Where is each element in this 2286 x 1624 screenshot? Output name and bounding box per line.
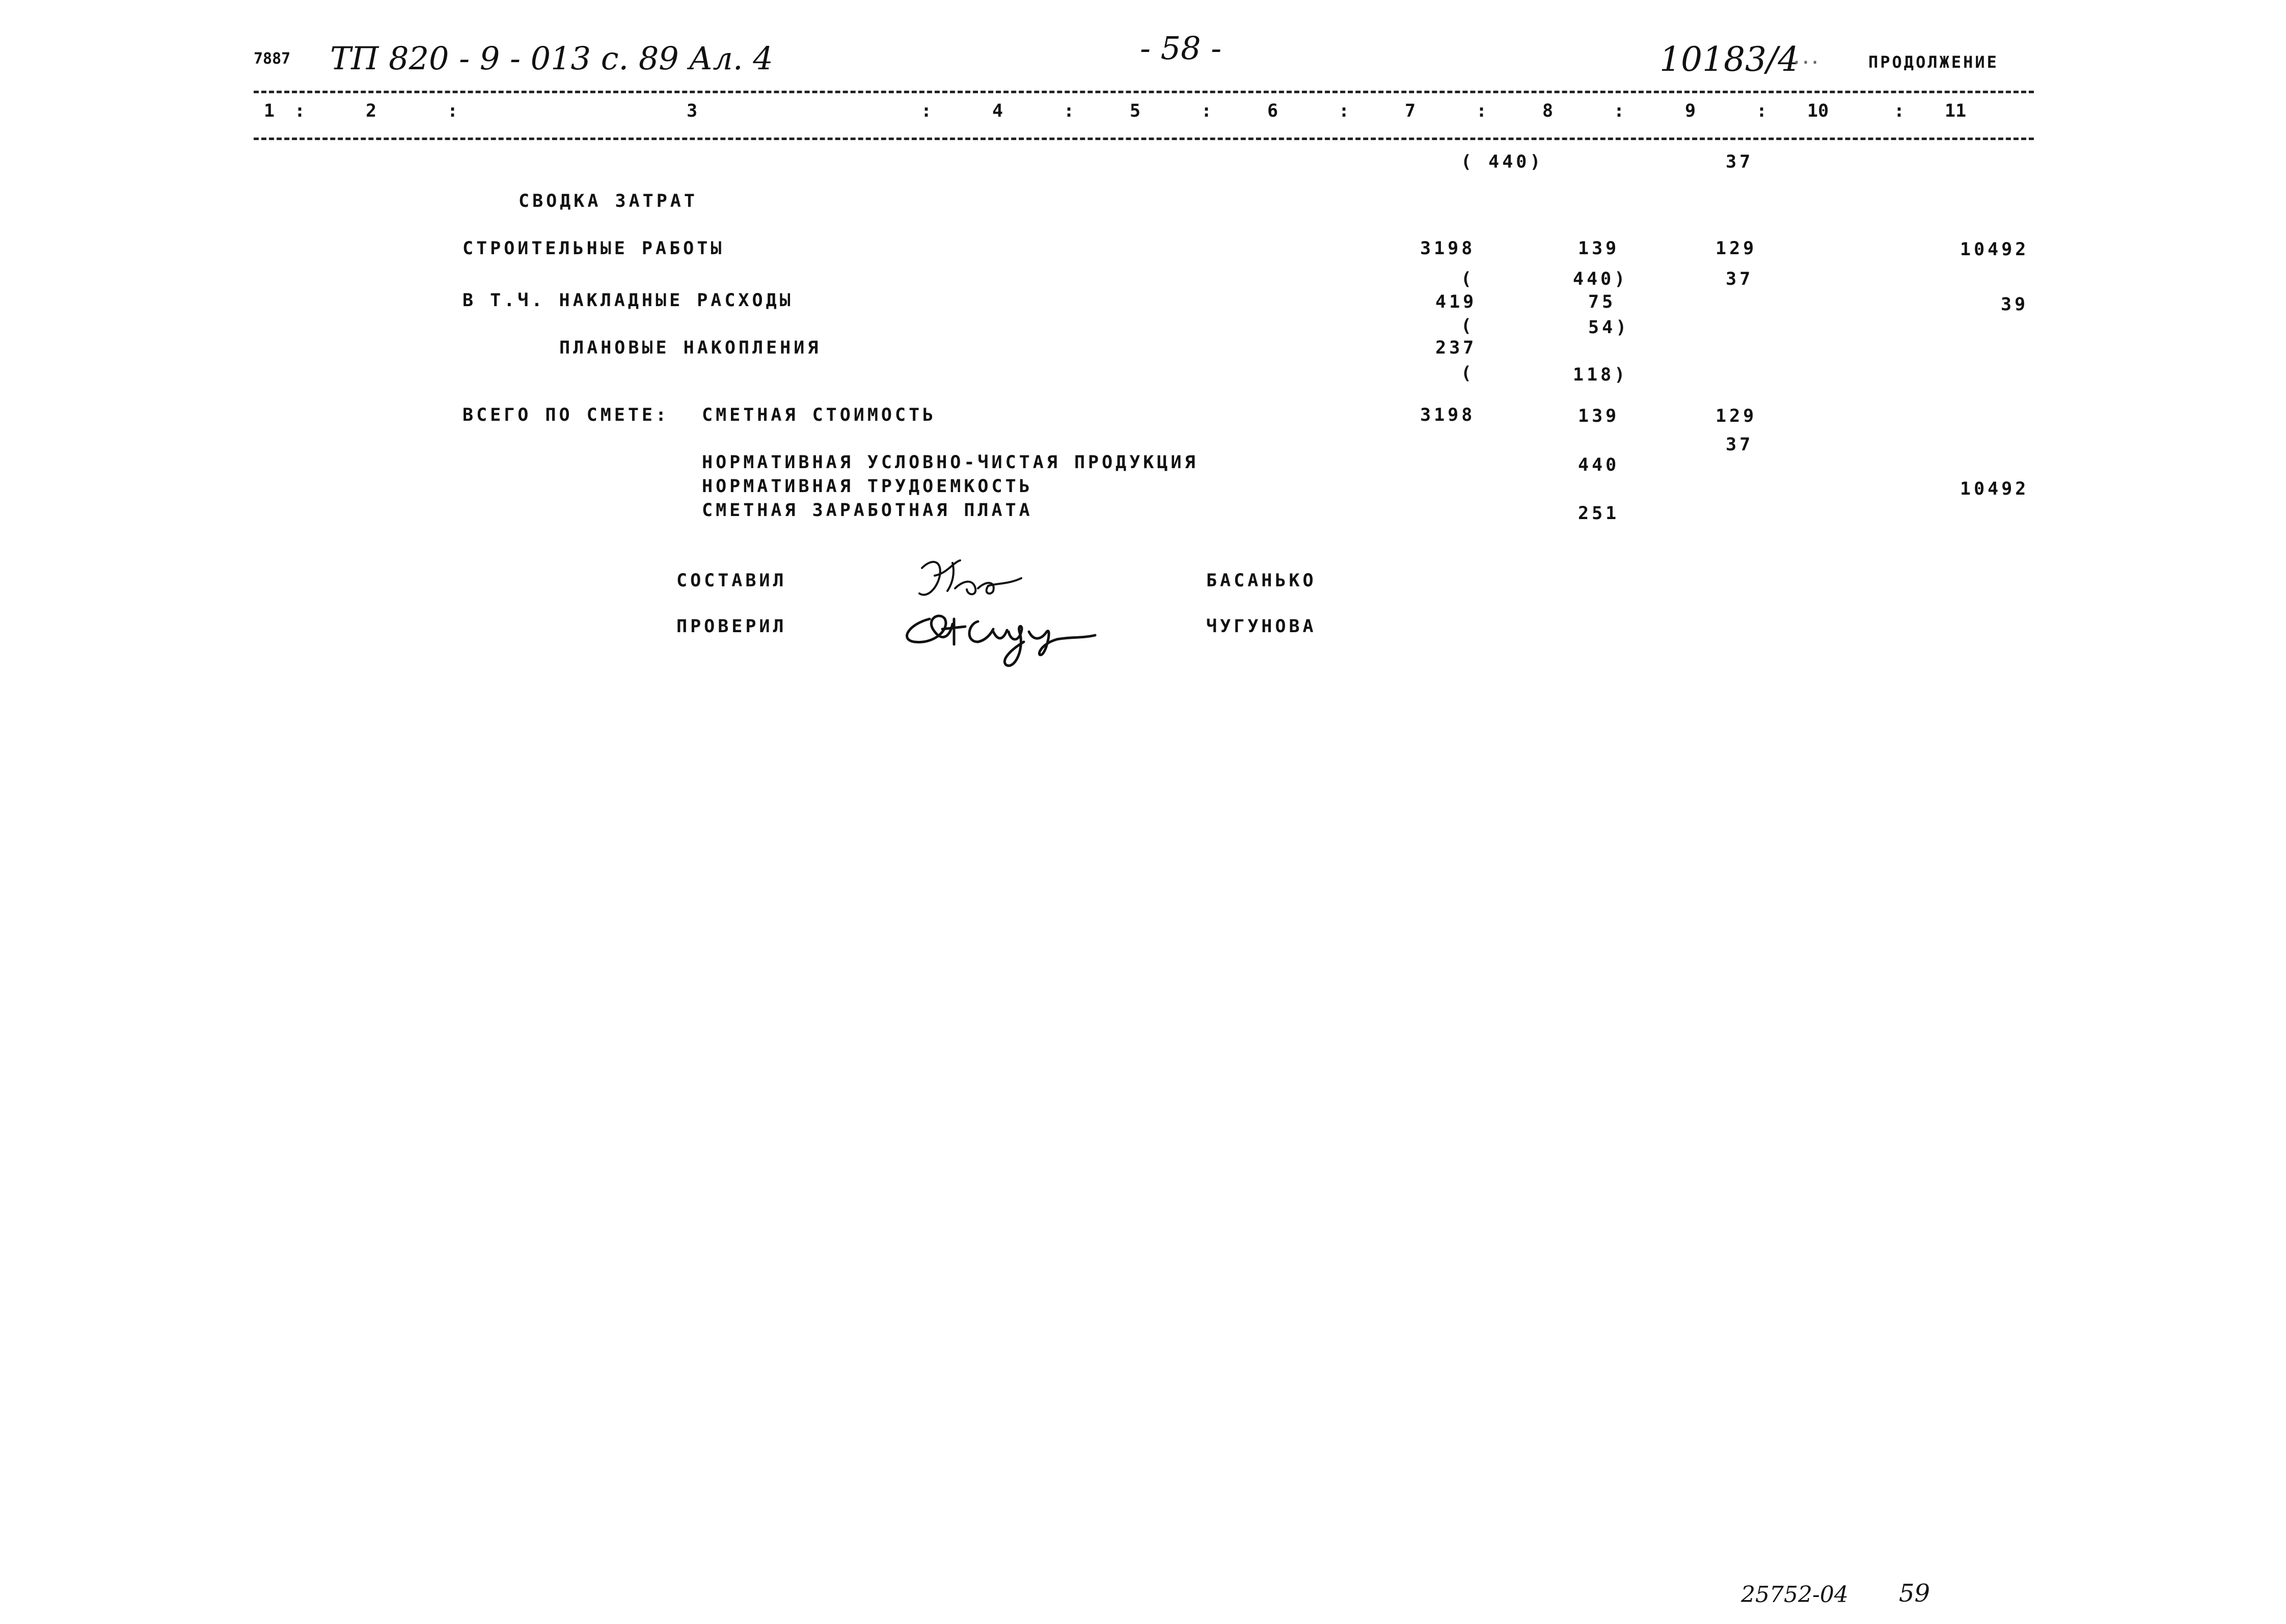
cell-col8-sub: 118) (1573, 365, 1628, 385)
document-reference: ТП 820 - 9 - 013 с. 89 Ал. 4 (330, 40, 773, 77)
total-label: ВСЕГО ПО СМЕТЕ: (462, 405, 670, 425)
cell-col7: 3198 (1420, 238, 1476, 259)
row-label: СМЕТНАЯ ЗАРАБОТНАЯ ПЛАТА (702, 500, 1033, 521)
column-number: 1 (264, 101, 275, 121)
row-label: НОРМАТИВНАЯ ТРУДОЕМКОСТЬ (702, 476, 1033, 497)
cell-col8-sub: 440) (1573, 269, 1628, 289)
column-number: 7 (1405, 101, 1416, 121)
header-rule-top (254, 91, 2034, 93)
column-number: 6 (1267, 101, 1278, 121)
column-number: 2 (366, 101, 377, 121)
total-cost-label: СМЕТНАЯ СТОИМОСТЬ (702, 405, 937, 425)
column-separator: : (447, 101, 458, 121)
compiled-by-label: СОСТАВИЛ (676, 571, 787, 591)
carry-col9: 37 (1726, 152, 1754, 172)
header-rule-bottom (254, 138, 2034, 140)
cell-col9: 129 (1716, 238, 1757, 259)
checked-signature (894, 604, 1103, 680)
column-number: 11 (1945, 101, 1967, 121)
column-number: 9 (1685, 101, 1696, 121)
order-number: 10183/4 (1659, 40, 1800, 79)
column-number: 10 (1807, 101, 1829, 121)
cell-col8: 251 (1578, 503, 1620, 524)
compiled-signature (912, 553, 1034, 609)
cell-col9-sub: 37 (1726, 435, 1754, 455)
order-dots: ... (1792, 50, 1820, 68)
cell-col7-sub: ( (1461, 363, 1475, 384)
checked-by-name: ЧУГУНОВА (1206, 616, 1317, 637)
column-separator: : (921, 101, 932, 121)
compiled-by-name: БАСАНЬКО (1206, 571, 1317, 591)
left-code: 7887 (254, 50, 291, 68)
row-label: ПЛАНОВЫЕ НАКОПЛЕНИЯ (559, 338, 822, 358)
cell-col8: 139 (1578, 406, 1620, 426)
page-number: - 58 - (1140, 30, 1222, 67)
cell-col7: 3198 (1420, 405, 1476, 425)
cell-col8: 440 (1578, 455, 1620, 475)
column-number: 3 (687, 101, 698, 121)
row-label: СТРОИТЕЛЬНЫЕ РАБОТЫ (462, 238, 725, 259)
cell-col8-sub: 54) (1588, 317, 1630, 338)
cell-col7-sub: ( (1461, 269, 1475, 289)
cell-col11: 10492 (1960, 239, 2029, 260)
cell-col11: 10492 (1960, 479, 2029, 499)
column-number: 5 (1130, 101, 1141, 121)
cell-col11: 39 (2001, 294, 2029, 315)
cell-col8: 75 (1588, 292, 1616, 312)
cell-col7: 237 (1435, 338, 1477, 358)
column-separator: : (1064, 101, 1075, 121)
row-label: В Т.Ч. НАКЛАДНЫЕ РАСХОДЫ (462, 290, 794, 311)
column-separator: : (1476, 101, 1487, 121)
cell-col7-sub: ( (1461, 316, 1475, 336)
cell-col7: 419 (1435, 292, 1477, 312)
column-separator: : (1756, 101, 1767, 121)
continued-label: ПРОДОЛЖЕНИЕ (1868, 52, 1999, 72)
column-separator: : (1201, 101, 1212, 121)
cell-col9: 129 (1716, 406, 1757, 426)
column-separator: : (1894, 101, 1905, 121)
footer-code: 25752-04 (1741, 1582, 1848, 1608)
column-number: 4 (992, 101, 1003, 121)
column-separator: : (294, 101, 306, 121)
cell-col9-sub: 37 (1726, 269, 1754, 289)
cell-col8: 139 (1578, 238, 1620, 259)
column-separator: : (1339, 101, 1350, 121)
footer-sheet: 59 (1899, 1579, 1930, 1608)
section-title: СВОДКА ЗАТРАТ (519, 191, 698, 211)
column-separator: : (1614, 101, 1625, 121)
carry-col8: ( 440) (1461, 152, 1544, 172)
column-number: 8 (1542, 101, 1554, 121)
checked-by-label: ПРОВЕРИЛ (676, 616, 787, 637)
row-label: НОРМАТИВНАЯ УСЛОВНО-ЧИСТАЯ ПРОДУКЦИЯ (702, 452, 1199, 473)
